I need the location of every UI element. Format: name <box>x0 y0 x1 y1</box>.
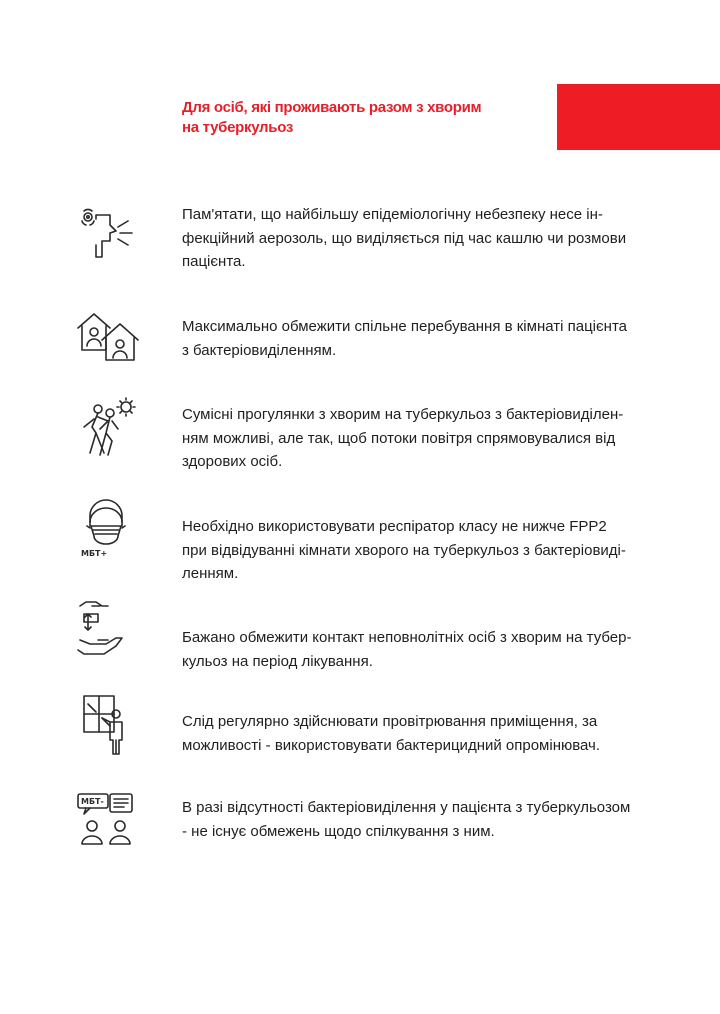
hands-distance-icon <box>76 596 142 660</box>
section-title-line: Для осіб, які проживають разом з хворим <box>182 99 482 116</box>
houses-people-icon <box>76 306 142 370</box>
conversation-people-icon <box>76 792 142 856</box>
advice-text-line: фекційний аерозоль, що виділяється під час кашлю чи розмови <box>182 229 627 247</box>
conversation-bubble-label: МБТ- <box>81 797 104 806</box>
advice-text-line: Сумісні прогулянки з хворим на туберкульоз з бактеріовиділен- <box>182 406 624 423</box>
respirator-mask-icon <box>76 496 142 560</box>
advice-text-line: Бажано обмежити контакт неповнолітніх осіб з хворим на тубер- <box>182 629 632 646</box>
cough-aerosol-icon <box>76 205 142 269</box>
advice-text <box>182 796 652 843</box>
section-title <box>182 98 542 138</box>
advice-text <box>182 710 652 757</box>
advice-text <box>182 515 652 586</box>
advice-text <box>182 403 652 474</box>
advice-text-line: при відвідуванні кімнати хворого на туберкульоз з бактеріовиді- <box>182 541 626 559</box>
advice-text-line: кульоз на період лікування. <box>182 652 373 670</box>
respirator-mask-label: МБТ+ <box>81 549 108 558</box>
advice-text-line: Пам'ятати, що найбільшу епідеміологічну небезпеку несе ін- <box>182 206 603 223</box>
advice-text-line: ням можливі, але так, щоб потоки повітря спрямовувалися від <box>182 429 616 447</box>
walking-people-sun-icon <box>76 397 142 461</box>
advice-text <box>182 203 652 274</box>
window-ventilation-icon <box>76 694 142 758</box>
advice-text-line: пацієнта. <box>182 253 246 270</box>
advice-text-line: Необхідно використовувати респіратор класу не нижче FPP2 <box>182 518 607 535</box>
advice-text <box>182 315 652 362</box>
section-title-line: на туберкульоз <box>182 119 294 136</box>
advice-text-line: можливості - використовувати бактерицидний опромінювач. <box>182 736 601 754</box>
advice-text-line: Слід регулярно здійснювати провітрювання приміщення, за <box>182 713 598 730</box>
advice-text-line: В разі відсутності бактеріовиділення у пацієнта з туберкульозом <box>182 799 631 816</box>
red-accent-block <box>557 84 720 150</box>
advice-text-line: Максимально обмежити спільне перебування в кімнаті пацієнта <box>182 318 627 335</box>
advice-text-line: - не існує обмежень щодо спілкування з ним. <box>182 822 495 840</box>
advice-text-line: ленням. <box>182 565 239 582</box>
advice-text-line: з бактеріовиділенням. <box>182 341 337 359</box>
advice-text <box>182 626 652 673</box>
advice-text-line: здорових осіб. <box>182 453 283 470</box>
